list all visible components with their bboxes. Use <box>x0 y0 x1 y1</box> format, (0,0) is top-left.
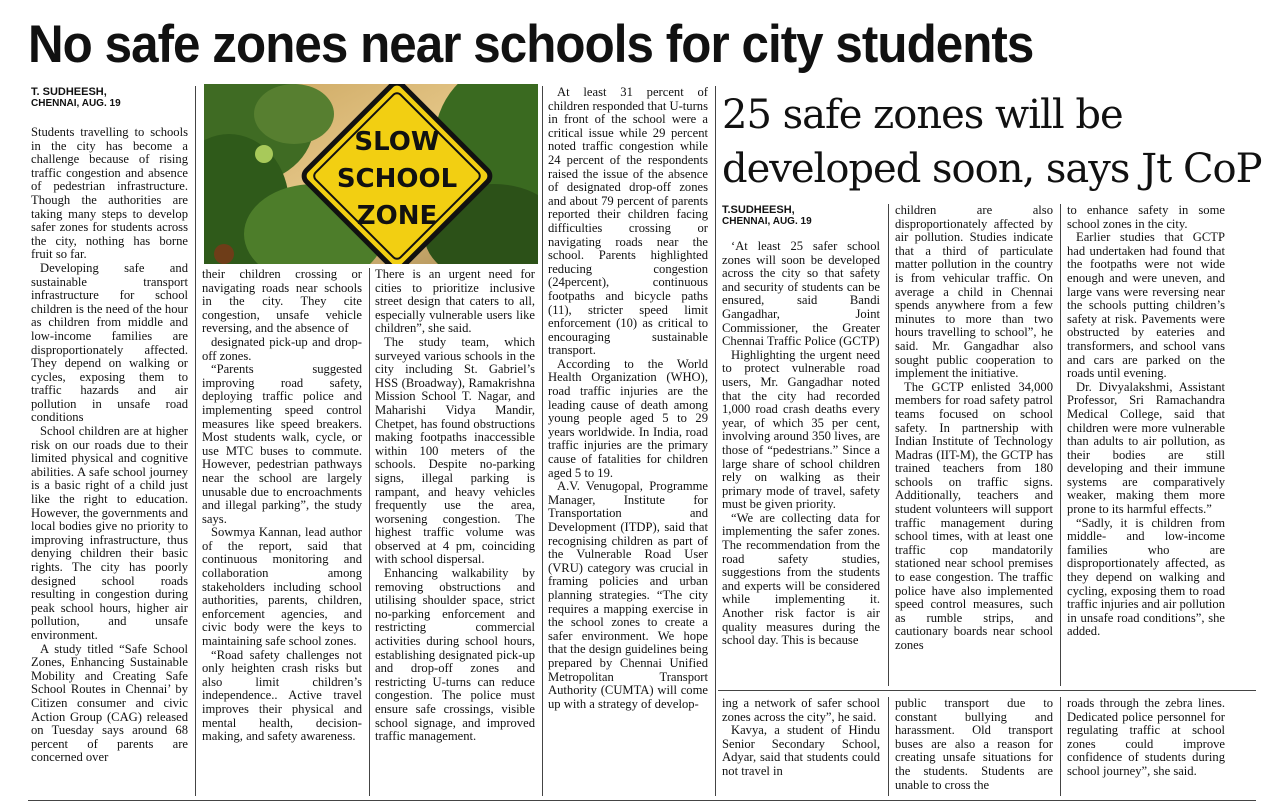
paragraph: Developing safe and sustainable transport infrastructure for school children is the need of the hour as children from middle and low-income families are disproportionately affected. They depend on walking or cycles, exposing them to traffic hazards and air pollution in unsafe road conditions <box>31 260 188 425</box>
sign-text-zone: ZONE <box>356 201 438 231</box>
paragraph: Enhancing walkability by removing obstructions and utilising shoulder space, strict no-parking enforcement and restricting commercial activities during school hours, establishing designated pick-up and drop-off zones and restricting U-turns can reduce congestion. The police must ensure safe crossings, visible school signage, and improved traffic management. <box>375 566 535 744</box>
paragraph: “We are collecting data for implementing the safer zones. The recommendation from the road safety studies, suggestions from the students and experts will be considered while implementing it. Another risk factor is air quality measures during the school day. This is because <box>722 510 880 648</box>
paragraph: designated pick-up and drop-off zones. <box>202 334 362 363</box>
story2-bottom-column-3 <box>1067 697 1225 796</box>
paragraph: The GCTP enlisted 34,000 members for road safety patrol teams focused on school safety. In partnership with Indian Institute of Technology Madras (IIT-M), the GCTP has trained teachers from 180 schools on traffic signs. Additionally, teachers and student volunteers will support traffic management during school times, with at least one traffic cop mandatorily stationed near school premises to ease congestion. The traffic police have also implemented speed control measures, such as rumble strips, and cautionary boards near school zones <box>895 379 1053 652</box>
paragraph: Earlier studies that GCTP had undertaken had found that the footpaths were not wide enough and were uneven, and large vans were reversing near the schools putting children’s safety at risk. Pavements were obstructed by eateries and transformers, and school vans and cars are parked on the roads until evening. <box>1067 230 1225 381</box>
column-rule <box>369 268 370 796</box>
paragraph: children are also disproportionately affected by air pollution. Studies indicate that a third of particulate matter pollution in the country is from vehicular traffic. On average a child in Chennai spends anywhere from a few minutes to more than two hours travelling to school”, he said. Mr. Gangadhar also sought public cooperation to implement the initiative. <box>895 204 1053 381</box>
story1-column-3 <box>375 268 535 796</box>
paragraph: “Sadly, it is children from middle- and low-income families who are disproportionately affected, as they depend on walking and cycling, exposing them to road traffic injuries and air pollution in unsafe road conditions”, she added. <box>1067 515 1225 639</box>
sign-text-school: SCHOOL <box>336 164 458 194</box>
paragraph: The study team, which surveyed various schools in the city including St. Gabriel’s HSS (Broadway), Ramakrishna Mission School T. Nagar, and Maharishi Vidya Mandir, Chetpet, has found obstructions making footpaths inaccessible within 100 meters of the schools. Despite no-parking signs, illegal parking is rampant, and heavy vehicles frequently use the area, worsening congestion. The highest traffic volume was observed at 4 pm, coinciding with school dispersal. <box>375 334 535 567</box>
byline-location: CHENNAI, AUG. 19 <box>722 216 812 227</box>
story1-column-2 <box>202 268 362 796</box>
paragraph: According to the World Health Organization (WHO), road traffic injuries are the leading cause of death among young people aged 5 to 29 years worldwide. In India, road traffic injuries are the primary cause of fatalities for children aged 5 to 19. <box>548 356 708 480</box>
byline-name: T.SUDHEESH, <box>722 204 795 216</box>
paragraph: Dr. Divyalakshmi, Assistant Professor, Sri Ramachandra Medical College, said that children were more vulnerable than adults to air pollution, as their bodies are still developing and their immune systems are comparatively weaker, making them more prone to its harmful effects.” <box>1067 379 1225 517</box>
column-rule <box>1060 204 1061 686</box>
subheadline: 25 safe zones will be developed soon, says Jt CoP <box>722 92 1262 192</box>
paragraph: A study titled “Safe School Zones, Enhancing Sustainable Mobility and Creating Safe School Routes in Chennai’ by Citizen consumer and civic Action Group (CAG) released on Tuesday says around 68 percent of parents are concerned over <box>31 641 188 765</box>
section-rule <box>718 690 1256 691</box>
column-rule <box>1060 697 1061 796</box>
byline-name: T. SUDHEESH, <box>31 86 107 98</box>
paragraph: their children crossing or navigating roads near schools in the city. They cite congestion, unsafe vehicle reversing, and the absence of <box>202 268 362 336</box>
paragraph: Sowmya Kannan, lead author of the report, said that continuous monitoring and collaboration among stakeholders including school authorities, parents, children, enforcement agencies, and civic body were the keys to maintaining safe school zones. <box>202 525 362 649</box>
paragraph: Students travelling to schools in the city has become a challenge because of rising traffic congestion and absence of pedestrian infrastructure. Though the authorities are taking many steps to develop safer zones for students across the city, nothing has borne fruit so far. <box>31 126 188 262</box>
sign-text-slow: SLOW <box>354 127 440 157</box>
paragraph: to enhance safety in some school zones in the city. <box>1067 204 1225 231</box>
paragraph: ‘At least 25 safer school zones will soon be developed across the city so that safety and security of students can be ensured, said Bandi Gangadhar, Joint Commissioner, the Greater Chennai Traffic Police (GCTP) <box>722 240 880 349</box>
story2-bottom-column-2 <box>895 697 1053 796</box>
byline-story1 <box>31 86 121 110</box>
paragraph: “Parents suggested improving road safety, deploying traffic police and implementing speed control measures like speed breakers. Most students walk, cycle, or use MTC buses to commute. However, pedestrian pathways near the school are largely unusable due to encroachments and illegal parking”, the study says. <box>202 362 362 526</box>
paragraph: “Road safety challenges not only heighten crash risks but also limit children’s independence.. Active travel improves their physical and mental health, decision-making, and safety awareness. <box>202 647 362 744</box>
paragraph: public transport due to constant bullying and harassment. Old transport buses are also a reason for creating unsafe situations for the students. Students are unable to cross the <box>895 697 1053 792</box>
paragraph: Kavya, a student of Hindu Senior Secondary School, Adyar, said that students could not travel in <box>722 723 880 778</box>
column-rule <box>888 204 889 686</box>
paragraph: A.V. Venugopal, Programme Manager, Institute for Transportation and Development (ITDP), said that recognising children as part of the Vulnerable Road User (VRU) category was crucial in framing policies and urban planning strategies. “The city requires a mapping exercise in the school zones to create a safer environment. We hope that the design guidelines being prepared by Chennai Unified Metropolitan Transport Authority (CUMTA) will come up with a strategy of develop- <box>548 479 708 711</box>
column-rule <box>715 86 716 796</box>
paragraph: There is an urgent need for cities to prioritize inclusive street design that caters to all, especially vulnerable users like children”, she said. <box>375 268 535 336</box>
story1-column-4 <box>548 86 708 796</box>
sign-photo-svg <box>204 84 538 264</box>
paragraph: At least 31 percent of children responded that U-turns in front of the school were a critical issue while 29 percent noted traffic congestion while 24 percent of the respondents raised the issue of the absence of designated drop-off zones and about 79 percent of parents reported their children facing difficulties crossing or navigating roads near the school. Parents highlighted reducing congestion (24percent), continuous footpaths and bicycle paths (11), stricter speed limit enforcement (10) as critical to encouraging sustainable transport. <box>548 86 708 358</box>
photo-school-zone-sign <box>204 84 538 264</box>
paragraph: Highlighting the urgent need to protect vulnerable road users, Mr. Gangadhar noted that the city had recorded 1,000 road crash deaths every year, of which 35 per cent, involving around 350 lives, are those of “pedestrians.” Since a large share of school children rely on walking as their primary mode of travel, safety must be given priority. <box>722 347 880 512</box>
story2-column-2 <box>895 204 1053 686</box>
column-rule <box>888 697 889 796</box>
page-bottom-rule <box>28 800 1256 801</box>
paragraph: ing a network of safer school zones across the city”, he said. <box>722 697 880 724</box>
story1-column-1 <box>31 126 188 796</box>
paragraph: School children are at higher risk on our roads due to their limited physical and cognitive abilities. A safe school journey is a basic right of a child just like the right to education. However, the governments and local bodies give no priority to improving infrastructure, thus denying children their basic rights. The city has poorly designed school roads resulting in congestion during peak school hours, higher air pollution, and unsafe environment. <box>31 424 188 642</box>
paragraph: roads through the zebra lines. Dedicated police personnel for regulating traffic at school zones could improve confidence of students during school journey”, she said. <box>1067 697 1225 778</box>
headline: No safe zones near schools for city students <box>28 15 1034 74</box>
story2-column-1 <box>722 240 880 686</box>
story2-bottom-column-1 <box>722 697 880 796</box>
byline-story2 <box>722 204 812 228</box>
column-rule <box>542 86 543 796</box>
byline-location: CHENNAI, AUG. 19 <box>31 98 121 109</box>
story2-column-3 <box>1067 204 1225 686</box>
column-rule <box>195 86 196 796</box>
